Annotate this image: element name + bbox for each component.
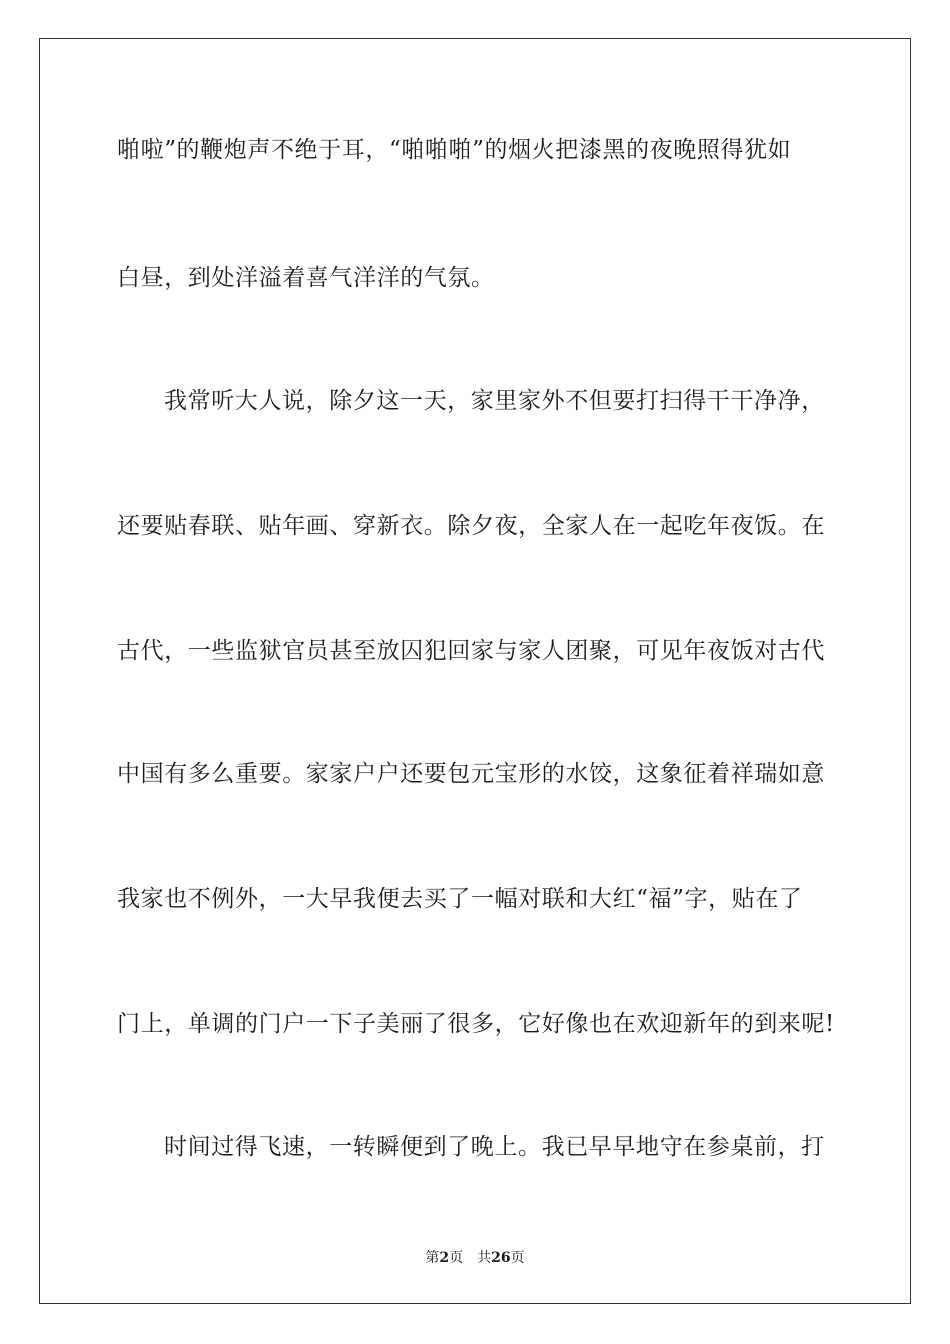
body-line-7: 我家也不例外，一大早我便去买了一幅对联和大红“福”字，贴在了 [117,886,803,912]
total-suffix: 页 [510,1250,525,1266]
page-footer [0,1248,950,1268]
total-prefix: 共 [477,1250,492,1266]
body-line-8: 门上，单调的门户一下子美丽了很多，它好像也在欢迎新年的到来呢! [117,1011,835,1037]
body-line-6: 中国有多么重要。家家户户还要包元宝形的水饺，这象征着祥瑞如意 [117,761,825,787]
page-number: 2 [439,1250,450,1266]
page-prefix: 第 [425,1250,440,1266]
body-line-3-paragraph-start: 我常听大人说，除夕这一天，家里家外不但要打扫得干干净净， [164,388,825,414]
page-border [39,38,911,1304]
body-line-2: 白昼，到处洋溢着喜气洋洋的气氛。 [117,265,495,291]
total-pages: 26 [491,1250,511,1266]
page-suffix: 页 [449,1250,464,1266]
body-line-1: 啪啦”的鞭炮声不绝于耳，“啪啪啪”的烟火把漆黑的夜晚照得犹如 [117,137,792,163]
body-line-9-paragraph-start: 时间过得飞速，一转瞬便到了晚上。我已早早地守在参桌前，打 [164,1134,825,1160]
body-line-5: 古代，一些监狱官员甚至放囚犯回家与家人团聚，可见年夜饭对古代 [117,638,825,664]
body-line-4: 还要贴春联、贴年画、穿新衣。除夕夜，全家人在一起吃年夜饭。在 [117,513,825,539]
